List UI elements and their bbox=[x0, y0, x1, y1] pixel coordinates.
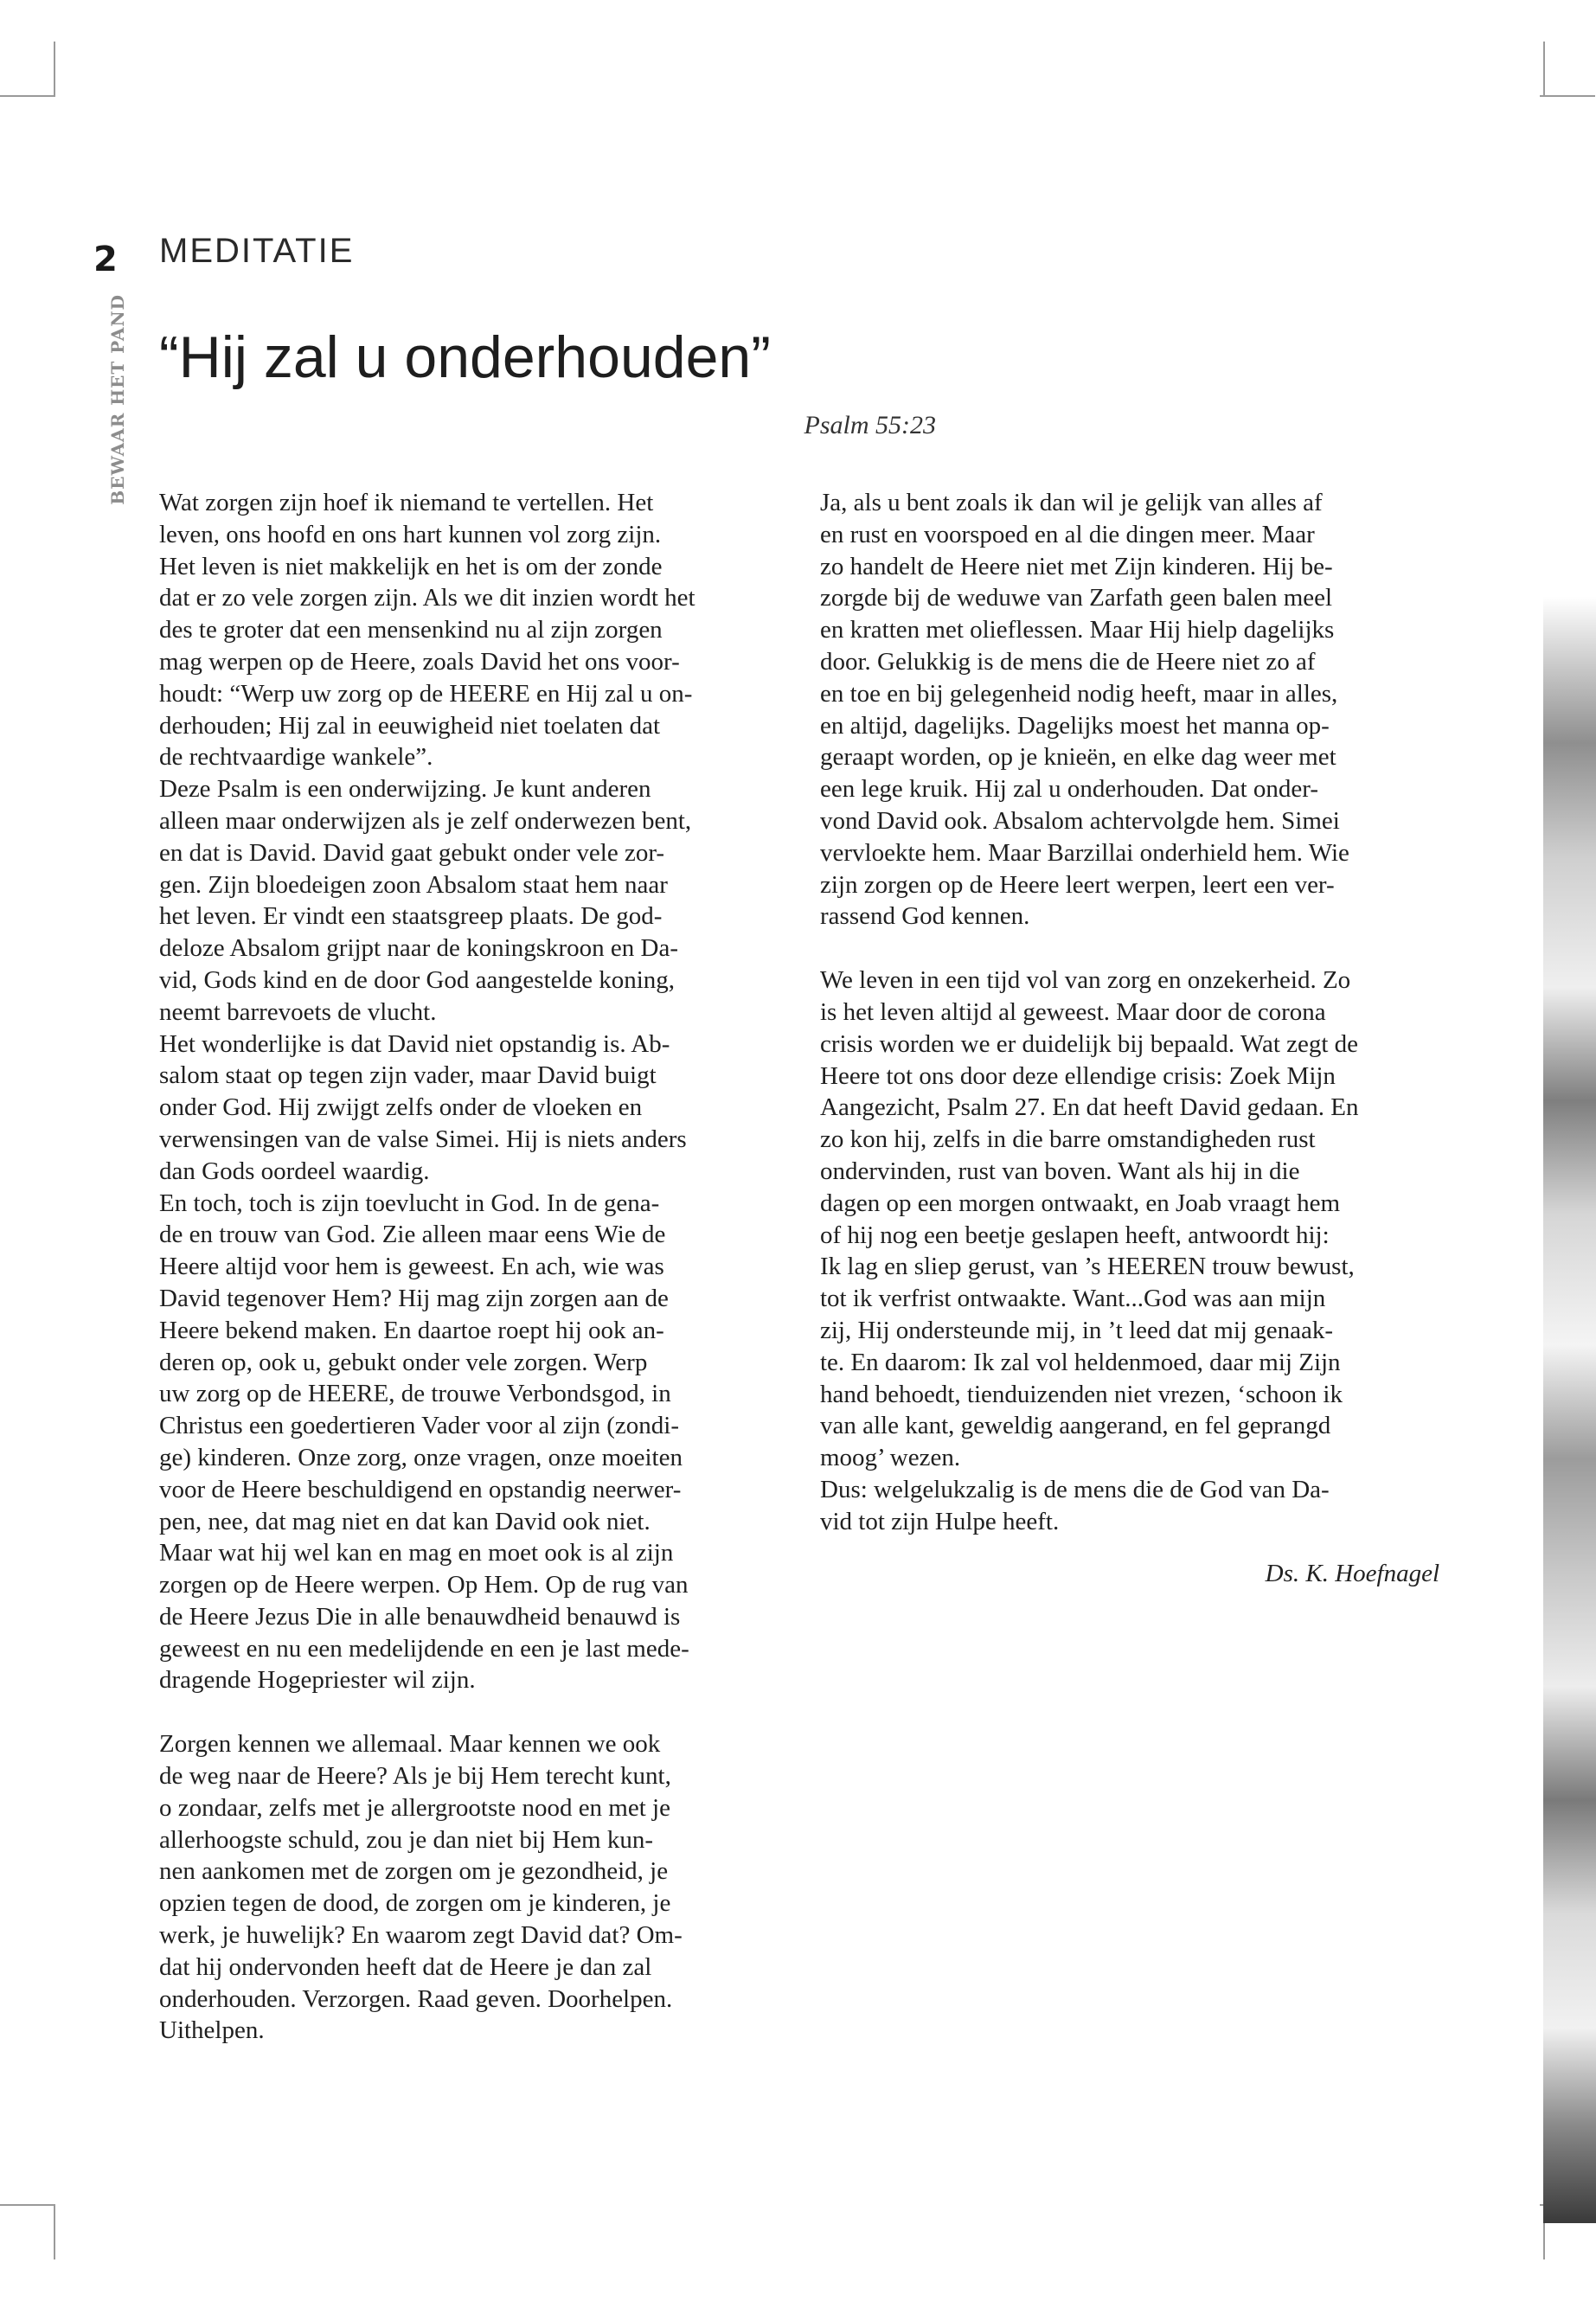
crop-mark bbox=[0, 95, 55, 97]
paragraph-gap bbox=[820, 933, 1457, 965]
text-line: des te groter dat een mensenkind nu al zijn zorgen bbox=[159, 616, 663, 644]
paragraph-gap bbox=[159, 1696, 799, 1728]
crop-mark bbox=[1540, 95, 1595, 97]
text-line: en rust en voorspoed en al die dingen meer. Maar bbox=[820, 520, 1315, 548]
right-text-column bbox=[820, 487, 1457, 1538]
text-line: o zondaar, zelfs met je allergrootste nood en met je bbox=[159, 1793, 670, 1822]
text-line: onderhouden. Verzorgen. Raad geven. Doorhelpen. bbox=[159, 1984, 673, 2013]
crop-mark bbox=[1543, 42, 1545, 97]
paragraph bbox=[159, 487, 799, 1696]
text-line: Christus een goedertieren Vader voor al zijn (zondi- bbox=[159, 1412, 680, 1440]
section-label: MEDITATIE bbox=[159, 232, 355, 270]
text-line: dagen op een morgen ontwaakt, en Joab vraagt hem bbox=[820, 1189, 1341, 1217]
text-line: zorgde bij de weduwe van Zarfath geen balen meel bbox=[820, 584, 1333, 612]
crop-mark bbox=[54, 42, 55, 97]
text-line: salom staat op tegen zijn vader, maar David buigt bbox=[159, 1061, 657, 1090]
text-line: hand behoedt, tienduizenden niet vrezen, ‘schoon ik bbox=[820, 1380, 1343, 1408]
text-line: Aangezicht, Psalm 27. En dat heeft David gedaan. En bbox=[820, 1093, 1359, 1122]
article-title: “Hij zal u onderhouden” bbox=[159, 324, 771, 390]
text-line: alleen maar onderwijzen als je zelf onderwezen bent, bbox=[159, 806, 692, 835]
text-line: nen aankomen met de zorgen om je gezondheid, je bbox=[159, 1857, 669, 1886]
text-line: Ja, als u bent zoals ik dan wil je gelijk van alles af bbox=[820, 489, 1323, 516]
text-line: te. En daarom: Ik zal vol heldenmoed, daar mij Zijn bbox=[820, 1348, 1341, 1376]
text-line: van alle kant, geweldig aangerand, en fel geprangd bbox=[820, 1412, 1331, 1440]
text-line: ondervinden, rust van boven. Want als hij in die bbox=[820, 1157, 1300, 1185]
text-line: zo kon hij, zelfs in die barre omstandigheden rust bbox=[820, 1125, 1316, 1154]
text-line: dan Gods oordeel waardig. bbox=[159, 1157, 430, 1185]
bleed-photo-strip bbox=[1543, 597, 1596, 2223]
text-line: de rechtvaardige wankele”. bbox=[159, 743, 433, 772]
text-line: En toch, toch is zijn toevlucht in God. In de gena- bbox=[159, 1189, 660, 1217]
text-line: Het leven is niet makkelijk en het is om der zonde bbox=[159, 552, 663, 580]
text-line: dat hij ondervonden heeft dat de Heere je dan zal bbox=[159, 1952, 652, 1981]
text-line: geweest en nu een medelijdende en een je last mede- bbox=[159, 1634, 689, 1663]
text-line: de en trouw van God. Zie alleen maar eens Wie de bbox=[159, 1221, 666, 1249]
text-line: Heere bekend maken. En daartoe roept hij ook an- bbox=[159, 1316, 664, 1344]
text-line: het leven. Er vindt een staatsgreep plaats. De god- bbox=[159, 902, 663, 931]
text-line: en altijd, dagelijks. Dagelijks moest het manna op- bbox=[820, 711, 1330, 740]
text-line: Dus: welgelukzalig is de mens die de God van Da- bbox=[820, 1475, 1330, 1503]
text-line: Zorgen kennen we allemaal. Maar kennen we ook bbox=[159, 1730, 661, 1759]
scripture-reference: Psalm 55:23 bbox=[804, 411, 936, 439]
text-line: vid tot zijn Hulpe heeft. bbox=[820, 1507, 1060, 1535]
text-line: crisis worden we er duidelijk bij bepaald. Wat zegt de bbox=[820, 1029, 1359, 1058]
text-line: David tegenover Hem? Hij mag zijn zorgen aan de bbox=[159, 1284, 669, 1312]
text-line: of hij nog een beetje geslapen heeft, antwoordt hij: bbox=[820, 1221, 1330, 1249]
text-line: vond David ook. Absalom achtervolgde hem. Simei bbox=[820, 806, 1340, 835]
text-line: zij, Hij ondersteunde mij, in ’t leed dat mij genaak- bbox=[820, 1316, 1333, 1344]
text-line: mag werpen op de Heere, zoals David het ons voor- bbox=[159, 647, 680, 676]
text-line: Deze Psalm is een onderwijzing. Je kunt anderen bbox=[159, 775, 651, 804]
text-line: Het wonderlijke is dat David niet opstandig is. Ab- bbox=[159, 1029, 670, 1058]
text-line: de Heere Jezus Die in alle benauwdheid benauwd is bbox=[159, 1602, 681, 1631]
text-line: Uithelpen. bbox=[159, 2016, 265, 2045]
text-line: zorgen op de Heere werpen. Op Hem. Op de rug van bbox=[159, 1571, 689, 1599]
paragraph bbox=[159, 1728, 799, 2047]
text-line: Wat zorgen zijn hoef ik niemand te vertellen. Het bbox=[159, 489, 654, 516]
magazine-name-vertical: BEWAAR HET PAND bbox=[107, 294, 128, 505]
text-line: de weg naar de Heere? Als je bij Hem terecht kunt, bbox=[159, 1762, 671, 1791]
text-line: pen, nee, dat mag niet en dat kan David ook niet. bbox=[159, 1507, 651, 1535]
text-line: en toe en bij gelegenheid nodig heeft, maar in alles, bbox=[820, 679, 1338, 708]
text-line: We leven in een tijd vol van zorg en onzekerheid. Zo bbox=[820, 966, 1351, 995]
text-line: onder God. Hij zwijgt zelfs onder de vloeken en bbox=[159, 1093, 643, 1122]
text-line: deloze Absalom grijpt naar de koningskroon en Da- bbox=[159, 934, 678, 963]
text-line: en dat is David. David gaat gebukt onder vele zor- bbox=[159, 838, 665, 867]
paragraph bbox=[820, 965, 1457, 1537]
text-line: verwensingen van de valse Simei. Hij is niets anders bbox=[159, 1125, 687, 1153]
text-line: vid, Gods kind en de door God aangestelde koning, bbox=[159, 965, 676, 994]
text-line: Heere altijd voor hem is geweest. En ach, wie was bbox=[159, 1253, 664, 1281]
text-line: allerhoogste schuld, zou je dan niet bij Hem kun- bbox=[159, 1825, 653, 1854]
crop-mark bbox=[0, 2204, 55, 2206]
crop-mark bbox=[54, 2204, 55, 2259]
text-line: moog’ wezen. bbox=[820, 1444, 961, 1472]
text-line: uw zorg op de HEERE, de trouwe Verbondsgod, in bbox=[159, 1380, 671, 1408]
page-number: 2 bbox=[93, 240, 118, 279]
text-line: vervloekte hem. Maar Barzillai onderhield hem. Wie bbox=[820, 838, 1349, 867]
text-line: Heere tot ons door deze ellendige crisis: Zoek Mijn bbox=[820, 1061, 1336, 1090]
text-line: dat er zo vele zorgen zijn. Als we dit inzien wordt het bbox=[159, 584, 695, 612]
text-line: leven, ons hoofd en ons hart kunnen vol zorg zijn. bbox=[159, 520, 662, 548]
text-line: derhouden; Hij zal in eeuwigheid niet toelaten dat bbox=[159, 711, 660, 740]
text-line: een lege kruik. Hij zal u onderhouden. Dat onder- bbox=[820, 775, 1318, 804]
text-line: Maar wat hij wel kan en mag en moet ook is al zijn bbox=[159, 1539, 674, 1567]
left-text-column bbox=[159, 487, 799, 2047]
text-line: ge) kinderen. Onze zorg, onze vragen, onze moeiten bbox=[159, 1443, 683, 1471]
text-line: houdt: “Werp uw zorg op de HEERE en Hij zal u on- bbox=[159, 679, 693, 708]
text-line: en kratten met olieflessen. Maar Hij hielp dagelijks bbox=[820, 616, 1335, 644]
author-signature: Ds. K. Hoefnagel bbox=[1265, 1560, 1439, 1587]
text-line: gen. Zijn bloedeigen zoon Absalom staat hem naar bbox=[159, 870, 668, 899]
text-line: voor de Heere beschuldigend en opstandig neerwer- bbox=[159, 1475, 682, 1503]
text-line: zo handelt de Heere niet met Zijn kinderen. Hij be- bbox=[820, 552, 1333, 580]
text-line: is het leven altijd al geweest. Maar door de corona bbox=[820, 997, 1326, 1026]
text-line: neemt barrevoets de vlucht. bbox=[159, 997, 437, 1026]
text-line: dragende Hogepriester wil zijn. bbox=[159, 1666, 476, 1695]
text-line: zijn zorgen op de Heere leert werpen, leert een ver- bbox=[820, 870, 1335, 899]
text-line: geraapt worden, op je knieën, en elke dag weer met bbox=[820, 743, 1336, 772]
text-line: Ik lag en sliep gerust, van ’s HEEREN trouw bewust, bbox=[820, 1253, 1355, 1281]
text-line: opzien tegen de dood, de zorgen om je kinderen, je bbox=[159, 1889, 671, 1918]
paragraph bbox=[820, 487, 1457, 933]
text-line: werk, je huwelijk? En waarom zegt David dat? Om- bbox=[159, 1921, 683, 1950]
text-line: door. Gelukkig is de mens die de Heere niet zo af bbox=[820, 647, 1316, 676]
text-line: deren op, ook u, gebukt onder vele zorgen. Werp bbox=[159, 1348, 648, 1376]
text-line: rassend God kennen. bbox=[820, 902, 1030, 931]
text-line: tot ik verfrist ontwaakte. Want...God was aan mijn bbox=[820, 1285, 1326, 1313]
